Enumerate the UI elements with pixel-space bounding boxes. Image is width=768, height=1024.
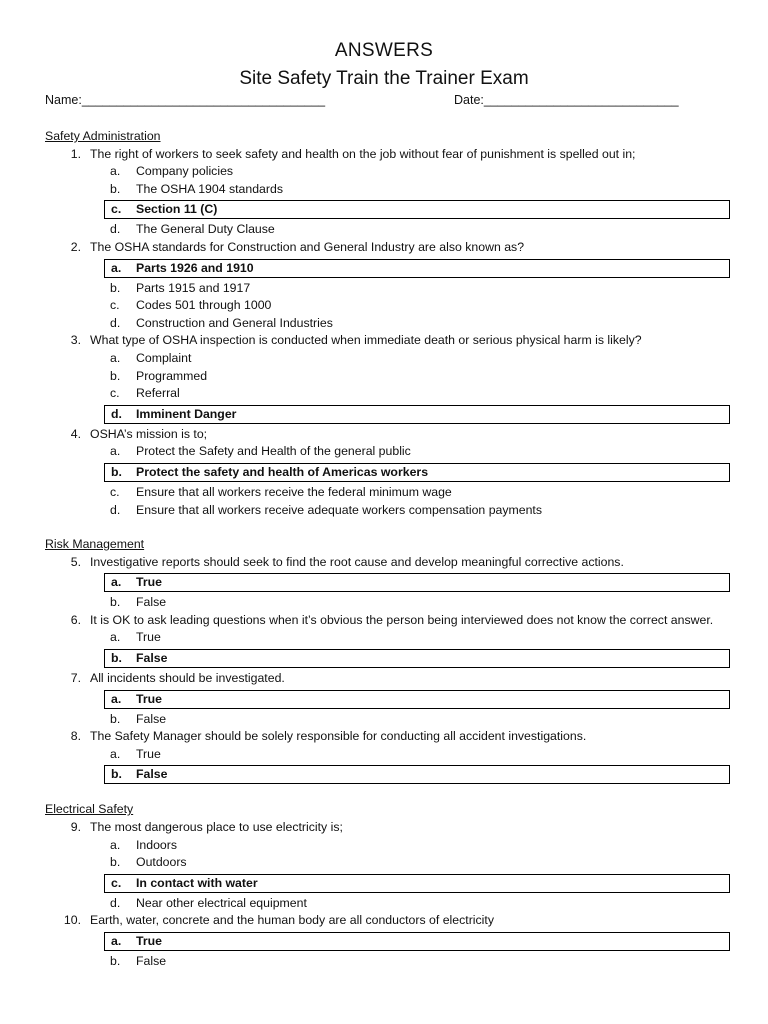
question-number: 8. <box>70 729 81 744</box>
option-letter: a. <box>110 630 121 645</box>
option <box>0 895 768 913</box>
option <box>0 350 768 368</box>
option-text: Outdoors <box>136 855 187 870</box>
option-text: Construction and General Industries <box>136 315 333 330</box>
exam-content <box>0 128 768 971</box>
option-letter: b. <box>110 595 121 610</box>
option-letter: a. <box>110 746 121 761</box>
question <box>0 912 768 930</box>
option-letter: d. <box>111 406 122 421</box>
option-letter: c. <box>110 386 120 401</box>
option-letter: c. <box>110 298 120 313</box>
question-text: It is OK to ask leading questions when it’s obvious the person being interviewed does not know the correct answer. <box>90 612 714 627</box>
option <box>0 711 768 729</box>
option-letter: c. <box>111 875 122 890</box>
option-letter: b. <box>110 280 121 295</box>
question-text: The Safety Manager should be solely responsible for conducting all accident investigations. <box>90 729 587 744</box>
option-letter: b. <box>111 651 122 666</box>
section-title: Risk Management <box>45 537 145 552</box>
option-text: Near other electrical equipment <box>136 895 307 910</box>
option-text: Referral <box>136 386 180 401</box>
correct-answer-box <box>104 573 730 592</box>
question-number: 6. <box>70 612 81 627</box>
option-letter: a. <box>111 934 122 948</box>
question-text: What type of OSHA inspection is conducted when immediate death or serious physical harm is likely? <box>90 333 642 348</box>
name-date-row <box>45 93 735 107</box>
option-text: Ensure that all workers receive adequate workers compensation payments <box>136 502 543 517</box>
option-text: The General Duty Clause <box>136 222 275 237</box>
option <box>0 163 768 181</box>
option-letter: b. <box>110 855 121 870</box>
correct-answer-box <box>104 405 730 424</box>
option-letter: a. <box>110 837 121 852</box>
name-field: Name:___________________________________ <box>45 93 326 107</box>
option-letter: a. <box>110 444 121 459</box>
option <box>0 854 768 872</box>
option <box>0 629 768 647</box>
option-text: Complaint <box>136 350 192 365</box>
option-text: False <box>136 711 167 726</box>
option-text: Protect the Safety and Health of the general public <box>136 444 411 459</box>
option-letter: d. <box>110 315 121 330</box>
option <box>0 484 768 502</box>
option <box>0 368 768 386</box>
option-text: True <box>136 746 161 761</box>
option-text: True <box>136 630 161 645</box>
option-text: Ensure that all workers receive the federal minimum wage <box>136 484 452 499</box>
option-letter: c. <box>110 484 120 499</box>
question <box>0 819 768 837</box>
question-number: 4. <box>70 426 81 441</box>
question <box>0 554 768 572</box>
option-letter: b. <box>110 711 121 726</box>
correct-answer-box <box>104 932 730 951</box>
option-letter: a. <box>110 164 121 179</box>
option-letter: b. <box>110 368 121 383</box>
option-text: False <box>136 651 168 666</box>
question-number: 7. <box>70 671 81 686</box>
option-letter: a. <box>111 260 122 275</box>
option-text: False <box>136 595 167 610</box>
correct-answer-box <box>104 690 730 709</box>
correct-answer-box <box>104 463 730 482</box>
question-number: 2. <box>70 239 81 254</box>
correct-answer-box <box>104 874 730 893</box>
option <box>0 953 768 971</box>
option-text: Section 11 (C) <box>136 202 218 217</box>
question-text: All incidents should be investigated. <box>90 671 285 686</box>
section-title: Electrical Safety <box>45 802 134 817</box>
correct-answer-box <box>104 259 730 278</box>
question <box>0 728 768 746</box>
question-text: Earth, water, concrete and the human body are all conductors of electricity <box>90 913 494 928</box>
question-number: 5. <box>70 554 81 569</box>
option <box>0 385 768 403</box>
correct-answer-box <box>104 649 730 668</box>
exam-subtitle: Site Safety Train the Trainer Exam <box>239 68 529 89</box>
question <box>0 426 768 444</box>
option-letter: d. <box>110 502 121 517</box>
correct-answer-box <box>104 765 730 784</box>
section-title: Safety Administration <box>45 129 161 143</box>
option-letter: c. <box>111 202 122 217</box>
question-number: 9. <box>70 820 81 835</box>
option-letter: d. <box>110 222 121 237</box>
option <box>0 280 768 298</box>
option-text: Parts 1926 and 1910 <box>136 260 254 275</box>
question <box>0 670 768 688</box>
option <box>0 837 768 855</box>
option <box>0 221 768 239</box>
option-text: Imminent Danger <box>136 406 237 421</box>
option-letter: b. <box>111 464 122 479</box>
question <box>0 146 768 164</box>
option-text: True <box>136 691 162 706</box>
option-letter: a. <box>110 350 121 365</box>
question-text: OSHA’s mission is to; <box>90 426 208 441</box>
question-number: 10. <box>63 913 81 928</box>
option-letter: b. <box>110 954 121 968</box>
option-text: True <box>136 934 162 948</box>
question <box>0 239 768 257</box>
page-title: ANSWERS <box>334 40 434 61</box>
option <box>0 443 768 461</box>
option-text: True <box>136 575 162 590</box>
question <box>0 612 768 630</box>
correct-answer-box <box>104 200 730 219</box>
option-text: The OSHA 1904 standards <box>136 181 283 196</box>
option-text: Codes 501 through 1000 <box>136 298 272 313</box>
option-letter: a. <box>111 575 122 590</box>
option-text: Protect the safety and health of Americas workers <box>136 464 429 479</box>
option-letter: d. <box>110 895 121 910</box>
option-text: Company policies <box>136 164 234 179</box>
option <box>0 181 768 199</box>
question-text: The most dangerous place to use electricity is; <box>90 820 343 835</box>
question <box>0 332 768 350</box>
question-number: 1. <box>70 146 81 161</box>
option-letter: a. <box>111 691 122 706</box>
option-text: In contact with water <box>136 875 258 890</box>
option-text: Parts 1915 and 1917 <box>136 280 251 295</box>
question-text: The right of workers to seek safety and health on the job without fear of punishment is spelled out in; <box>90 146 636 161</box>
option-letter: b. <box>110 181 121 196</box>
option-letter: b. <box>111 767 122 782</box>
option-text: False <box>136 954 167 968</box>
option-text: False <box>136 767 168 782</box>
option-text: Indoors <box>136 837 178 852</box>
date-field: Date:____________________________ <box>454 93 679 107</box>
option <box>0 315 768 333</box>
question-text: Investigative reports should seek to find the root cause and develop meaningful corrective actions. <box>90 554 624 569</box>
option <box>0 594 768 612</box>
option <box>0 297 768 315</box>
option <box>0 746 768 764</box>
option <box>0 502 768 520</box>
question-text: The OSHA standards for Construction and General Industry are also known as? <box>90 239 525 254</box>
question-number: 3. <box>70 333 81 348</box>
option-text: Programmed <box>136 368 208 383</box>
